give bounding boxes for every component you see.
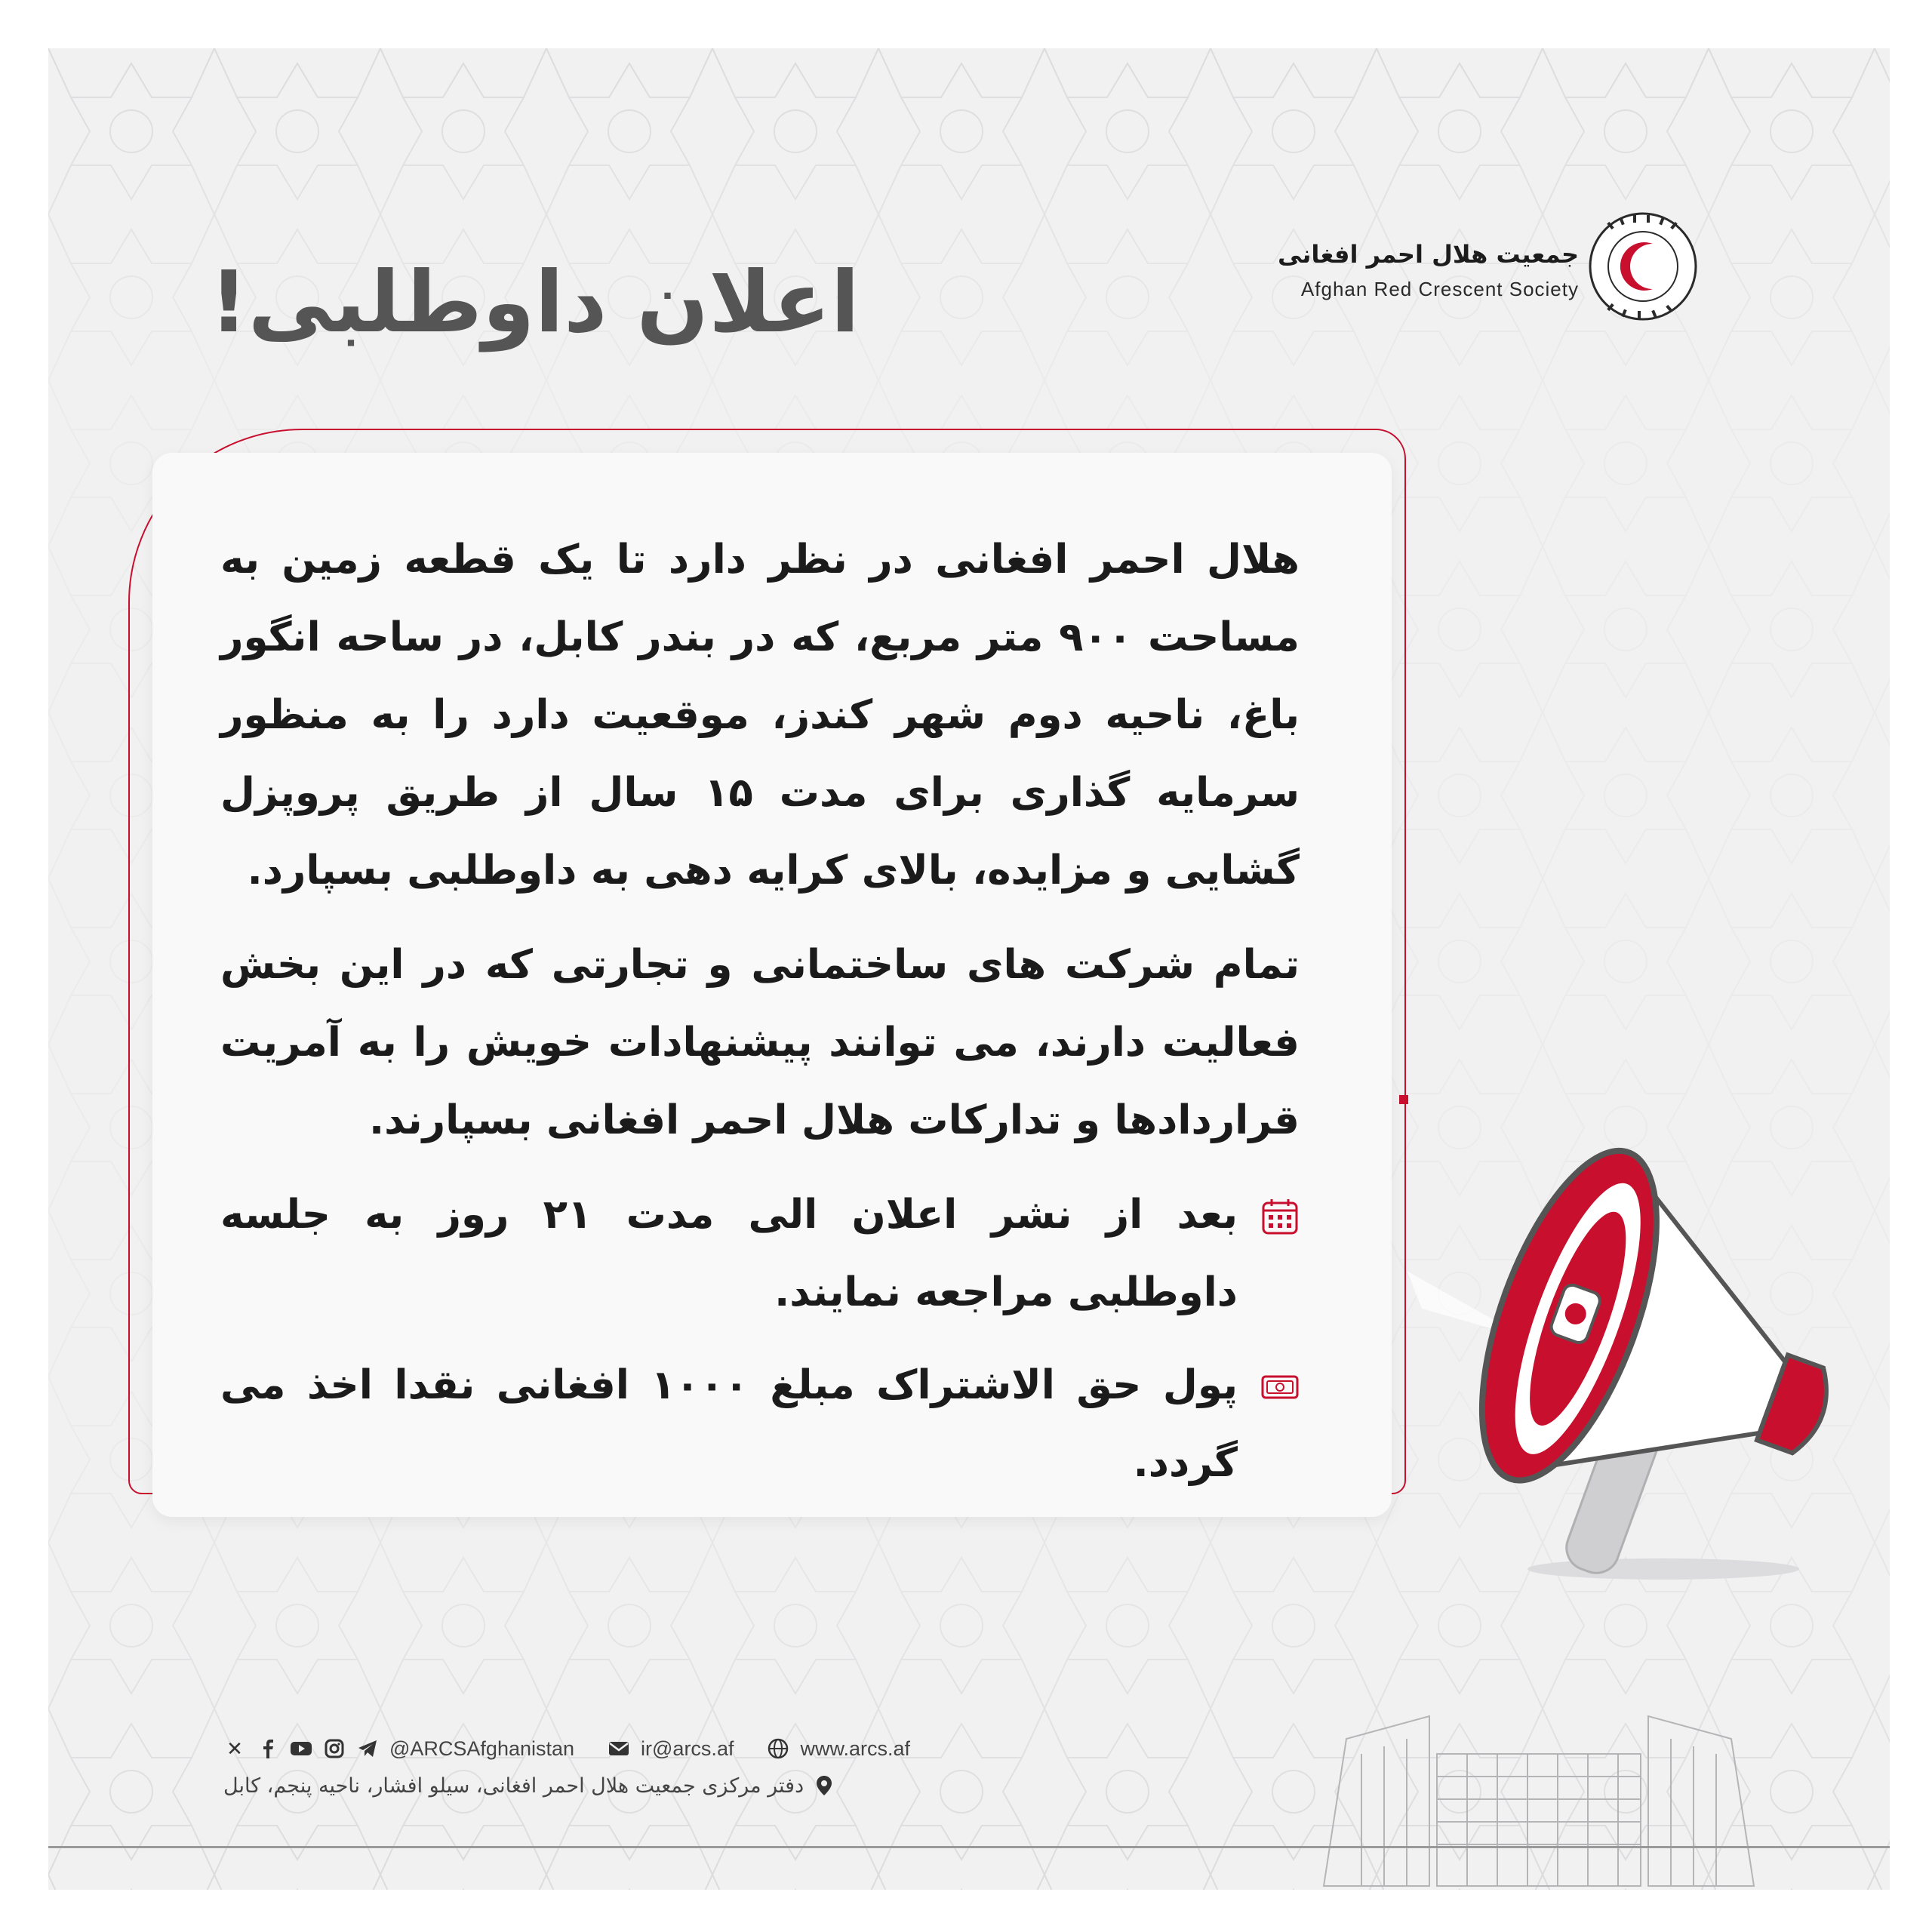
- paragraph-eligible-companies: تمام شرکت های ساختمانی و تجارتی که در این بخش فعالیت دارند، می توانند پیشنهادات خویش را به آمریت قراردادها و تدارکات هلال احمر افغانی بسپارند.: [220, 942, 1300, 1143]
- money-icon: [1260, 1367, 1300, 1407]
- telegram-icon[interactable]: [356, 1737, 379, 1760]
- building-illustration: [1316, 1709, 1761, 1890]
- paragraph-land-offer: هلال احمر افغانی در نظر دارد تا یک قطعه زمین به مساحت ۹۰۰ متر مربع، که در بندر کابل، در ساحه انگور باغ، ناحیه دوم شهر کندز، موقعیت دارد را به منظور سرمایه گذاری برای مدت ۱۵ سال از طریق پروپزل گشایی و مزایده، بالای کرایه دهی به داوطلبی بسپارد.: [220, 537, 1300, 894]
- social-handle[interactable]: @ARCSAfghanistan: [389, 1737, 575, 1760]
- email-address[interactable]: ir@arcs.af: [641, 1737, 734, 1760]
- globe-icon: [767, 1737, 789, 1760]
- email-icon: [608, 1737, 630, 1760]
- youtube-icon[interactable]: [290, 1737, 312, 1760]
- facebook-icon[interactable]: [257, 1737, 279, 1760]
- calendar-icon: [1260, 1197, 1300, 1236]
- instagram-icon[interactable]: [323, 1737, 346, 1760]
- org-name-arabic: جمعیت هلال احمر افغانی: [1278, 240, 1579, 269]
- red-crescent-logo: [1586, 210, 1700, 323]
- location-pin-icon: [813, 1774, 835, 1797]
- footer-contacts: [223, 1734, 930, 1764]
- x-icon[interactable]: ✕: [226, 1737, 243, 1760]
- footer-address: [223, 1770, 835, 1801]
- org-name-english: Afghan Red Crescent Society: [1300, 278, 1579, 300]
- bullet-text-fee: پول حق الاشتراک مبلغ ۱۰۰۰ افغانی نقدا اخذ می گردد.: [220, 1362, 1238, 1486]
- bullet-text-session: بعد از نشر اعلان الی مدت ۲۱ روز به جلسه داوطلبی مراجعه نمایند.: [220, 1192, 1238, 1315]
- megaphone-illustration: [1377, 1082, 1890, 1588]
- list-item: [220, 1346, 1300, 1502]
- address-text: دفتر مرکزی جمعیت هلال احمر افغانی، سیلو افشار، ناحیه پنجم، کابل: [223, 1774, 804, 1798]
- website-url[interactable]: www.arcs.af: [800, 1737, 911, 1760]
- list-item: [220, 1176, 1300, 1331]
- website-group: [767, 1737, 910, 1761]
- poster-canvas: [48, 48, 1890, 1890]
- org-branding: [1201, 210, 1730, 346]
- email-group: [608, 1737, 734, 1761]
- page-title: اعلان داوطلبی!: [209, 254, 860, 352]
- announcement-card: [152, 453, 1392, 1517]
- ground-line: [48, 1846, 1890, 1848]
- social-group: [223, 1737, 574, 1761]
